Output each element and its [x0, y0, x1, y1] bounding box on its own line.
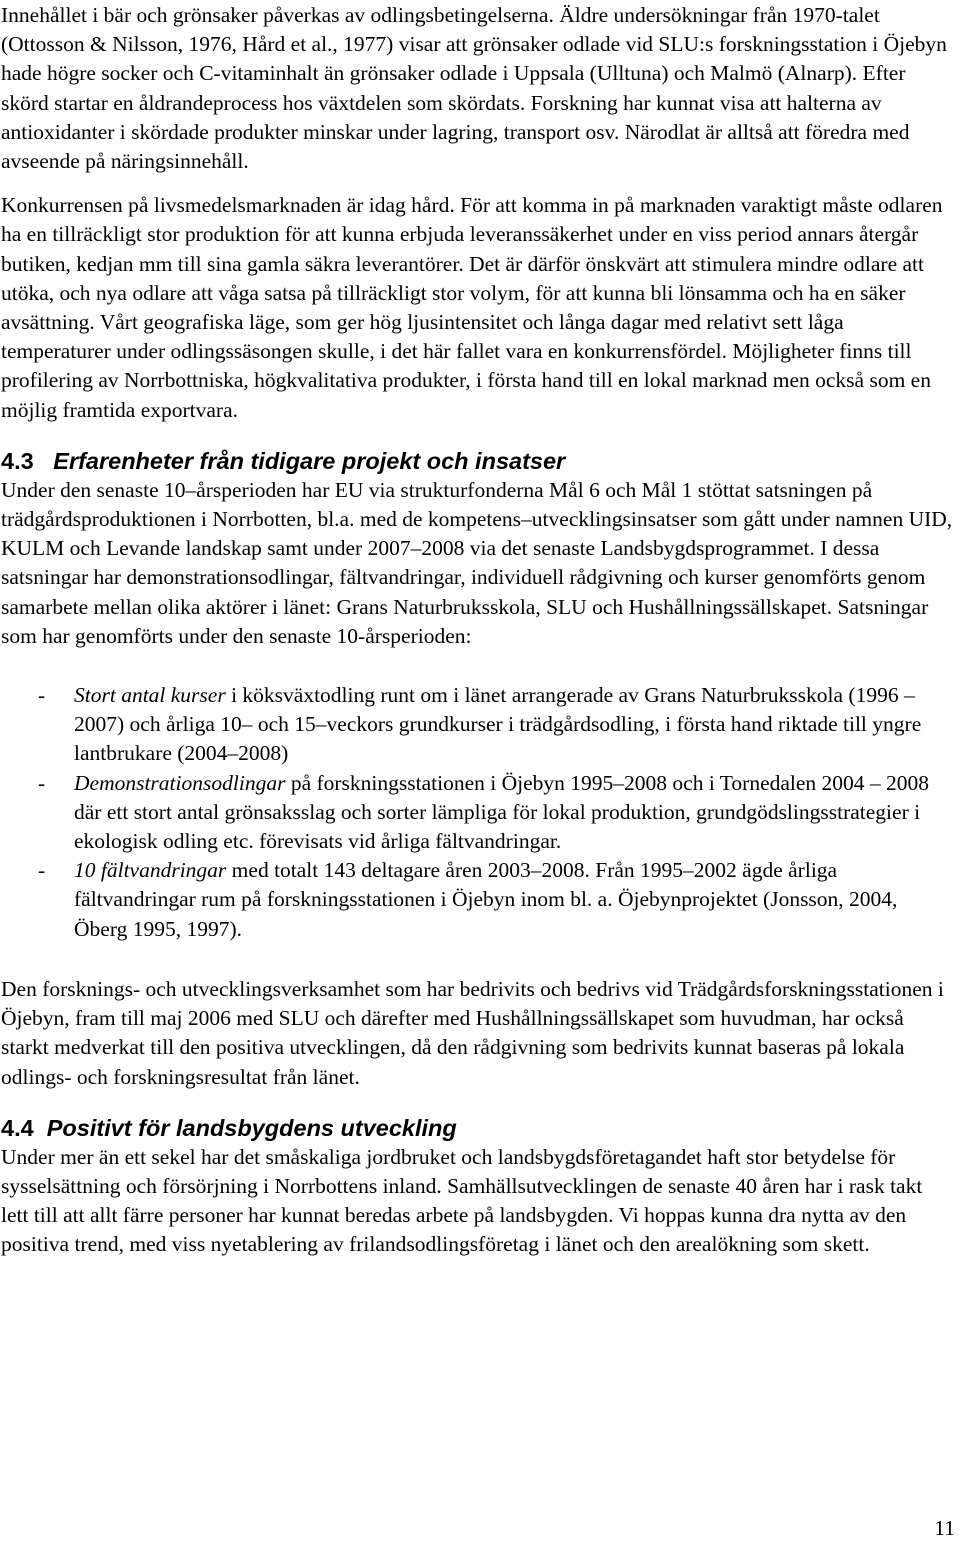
- section-heading: [1, 446, 953, 476]
- section-title: Erfarenheter från tidigare projekt och insatser: [53, 447, 566, 474]
- list-item-lead: Stort antal kurser: [74, 683, 226, 708]
- section-title: Positivt för landsbygdens utveckling: [46, 1114, 457, 1141]
- list-dash: -: [38, 770, 46, 795]
- list-item: [1, 856, 953, 944]
- body-paragraph: Under den senaste 10–årsperioden har EU via strukturfonderna Mål 6 och Mål 1 stöttat satsningen på trädgårdsproduktionen i Norrbotten, bl.a. med de kompetens–utvecklingsinsatser som gått under namnen UID, KULM och Levande landskap samt under 2007–2008 via det senaste Landsbygdsprogrammet. I dessa satsningar har demonstrationsodlingar, fältvandringar, individuell rådgivning och kurser genomförts genom samarbete mellan olika aktörer i länet: Grans Naturbruksskola, SLU och Hushållningssällskapet. Satsningar som har genomförts under den senaste 10-årsperioden:: [1, 477, 953, 648]
- body-paragraph: Innehållet i bär och grönsaker påverkas av odlingsbetingelserna. Äldre undersökningar från 1970-talet (Ottosson & Nilsson, 1976, Hård et al., 1977) visar att grönsaker odlade vid SLU:s forskningsstation i Öjebyn hade högre socker och C-vitaminhalt än grönsaker odlade i Uppsala (Ulltuna) och Malmö (Alnarp). Efter skörd startar en åldrandeprocess hos växtdelen som skördats. Forskning har kunnat visa att halterna av antioxidanter i skördade produkter minskar under lagring, transport osv. Närodlat är alltså att föredra med avseende på näringsinnehåll.: [1, 3, 947, 174]
- body-paragraph: Konkurrensen på livsmedelsmarknaden är idag hård. För att komma in på marknaden varaktigt måste odlaren ha en tillräckligt stor produktion för att kunna erbjuda leveranssäkerhet under en viss period annars återgår butiken, kedjan mm till sina gamla säkra leverantörer. Det är därför önskvärt att stimulera mindre odlare att utöka, och nya odlare att våga satsa på tillräckligt stor volym, för att kunna bli lönsamma och ha en säker avsättning. Vårt geografiska läge, som ger hög ljusintensitet och långa dagar med relativt sett låga temperaturer under odlingssäsongen skulle, i det här fallet vara en konkurrensfördel. Möjligheter finns till profilering av Norrbottniska, högkvalitativa produkter, i första hand till en lokal marknad men också som en möjlig framtida exportvara.: [1, 193, 943, 422]
- section-number: 4.3: [1, 447, 34, 474]
- body-paragraph: Den forsknings- och utvecklingsverksamhet som har bedrivits och bedrivs vid Trädgårdsforskningsstationen i Öjebyn, fram till maj 2006 med SLU och därefter med Hushållningssällskapet som huvudman, har också starkt medverkat till den positiva utvecklingen, då den rådgivning som bedrivits kunnat baseras på lokala odlings- och forskningsresultat från länet.: [1, 976, 944, 1089]
- body-paragraph: Under mer än ett sekel har det småskaliga jordbruket och landsbygdsföretagandet haft stor betydelse för sysselsättning och försörjning i Norrbottens inland. Samhällsutvecklingen de senaste 40 åren har i rask takt lett till att allt färre personer har kunnat beredas arbete på landsbygden. Vi hoppas kunna dra nytta av den positiva trend, med viss nyetablering av frilandsodlingsföretag i länet och den arealökning som skett.: [1, 1144, 923, 1257]
- bullet-list: [1, 681, 953, 944]
- document-page: [1, 1, 953, 1260]
- list-item-text: med totalt 143 deltagare åren 2003–2008. Från 1995–2002 ägde årliga fältvandringar rum på forskningsstationen i Öjebyn inom bl. a. Öjebynprojektet (Jonsson, 2004, Öberg 1995, 1997).: [74, 858, 898, 941]
- section-heading: [1, 1113, 953, 1143]
- list-dash: -: [38, 683, 46, 708]
- list-item: [1, 769, 953, 857]
- list-item: [1, 681, 953, 769]
- list-item-text: på forskningsstationen i Öjebyn 1995–2008 och i Tornedalen 2004 – 2008 där ett stort antal grönsaksslag och sorter lämpliga för lokal produktion, grundgödslingsstrategier i ekologisk odling etc. förevisats vid årliga fältvandringar.: [74, 770, 930, 854]
- list-item-text: i köksväxtodling runt om i länet arrangerade av Grans Naturbruksskola (1996 – 2007) och årliga 10– och 15–veckors grundkurser i trädgårdsodling, i första hand riktade till yngre lantbrukare (2004–2008): [74, 683, 922, 766]
- list-item-lead: 10 fältvandringar: [74, 858, 227, 883]
- list-item-lead: Demonstrationsodlingar: [74, 770, 286, 795]
- list-dash: -: [38, 858, 46, 883]
- page-number: 11: [934, 1516, 955, 1540]
- section-number: 4.4: [1, 1114, 34, 1141]
